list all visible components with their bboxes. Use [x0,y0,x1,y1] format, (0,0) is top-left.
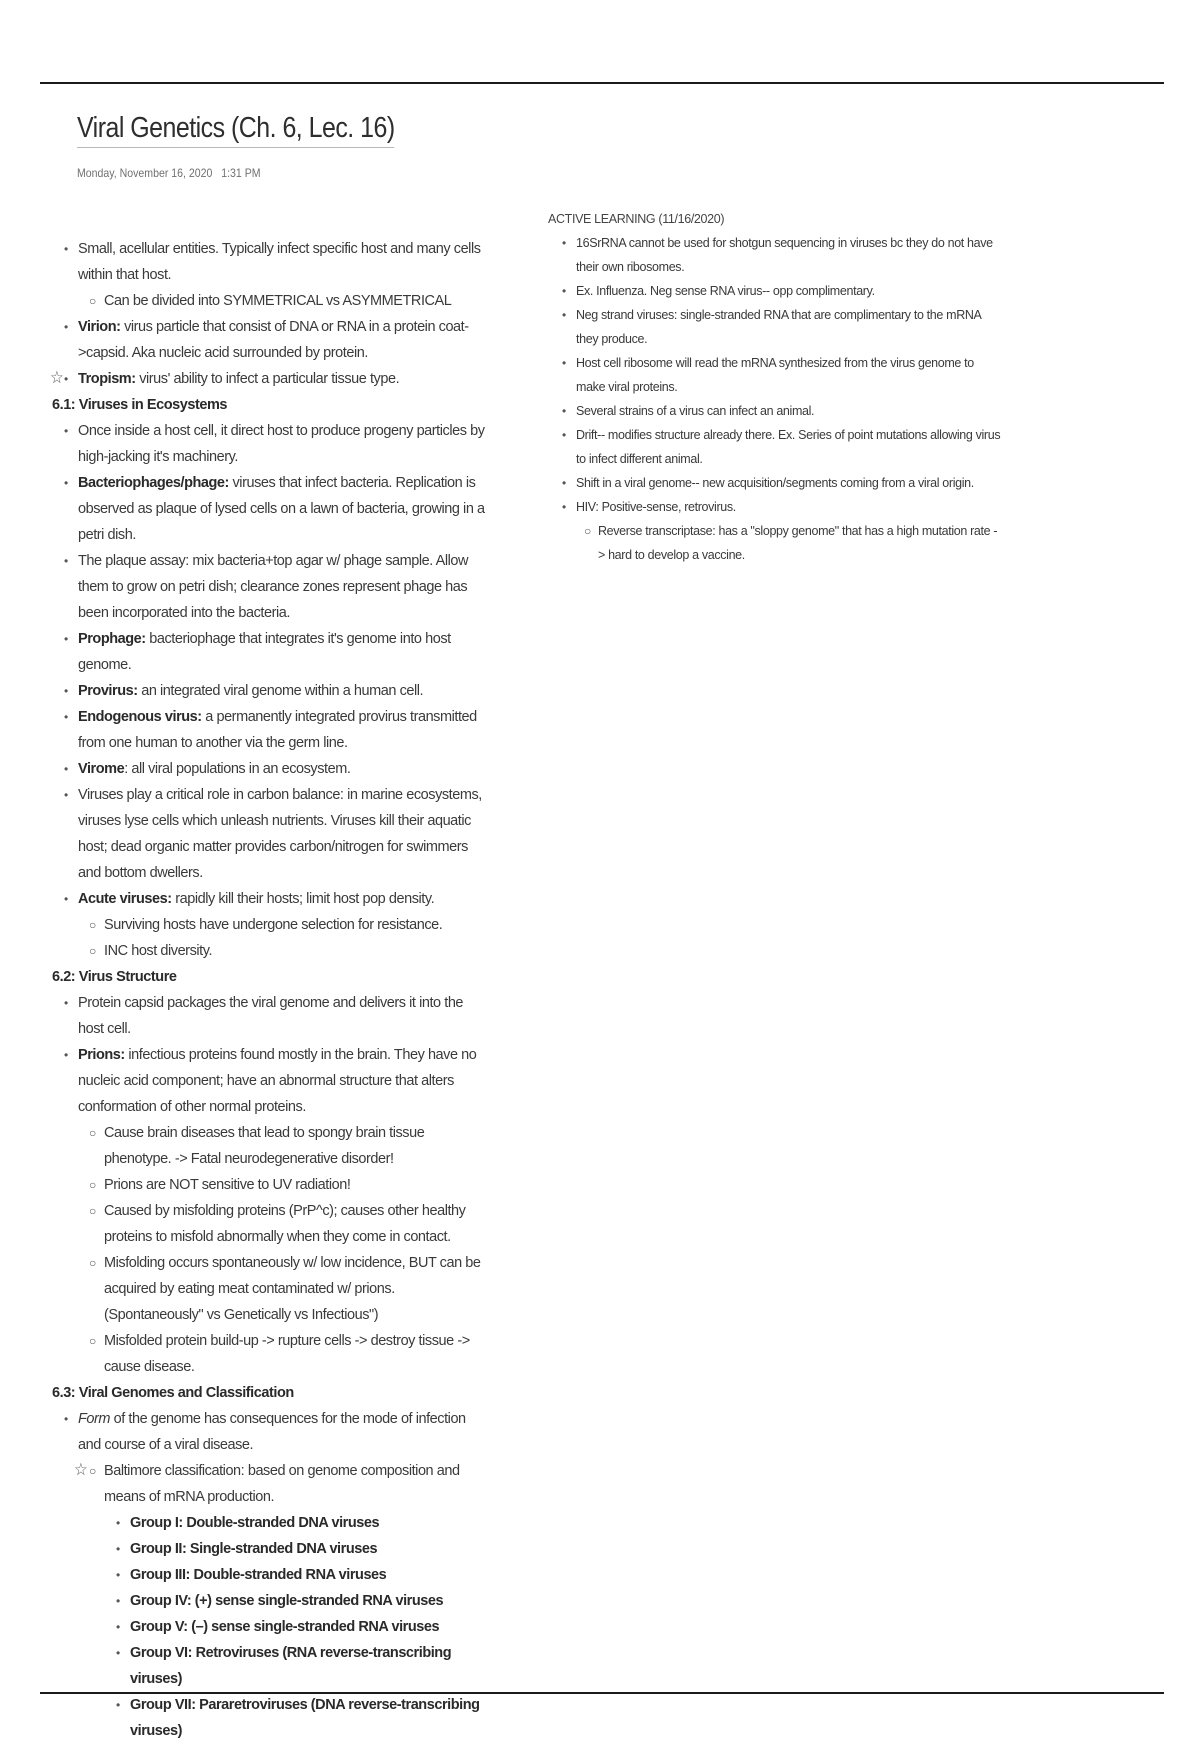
circle-bullet-icon: ○ [89,1256,96,1270]
list-item [548,279,1003,303]
bottom-divider [40,1692,1164,1694]
list-item [52,1562,492,1588]
circle-bullet-icon: ○ [89,1178,96,1192]
bullet-icon: • [64,762,68,776]
bullet-icon: • [64,684,68,698]
term-label: Acute viruses: [78,891,172,907]
list-item [52,1536,492,1562]
term-label: Prions: [78,1047,125,1063]
item-text: Caused by misfolding proteins (PrP^c); causes other healthy proteins to misfold abnormally when they come in contact. [104,1203,466,1245]
bullet-icon: • [64,1412,68,1426]
bullet-icon: • [116,1620,120,1634]
term-label: Prophage: [78,631,146,647]
bullet-icon: • [562,236,566,250]
bullet-icon: • [562,404,566,418]
bullet-icon: • [64,892,68,906]
list-item [52,756,492,782]
list-item [52,938,492,964]
item-text: : all viral populations in an ecosystem. [124,761,351,777]
bullet-icon: • [64,242,68,256]
bullet-icon: • [116,1568,120,1582]
circle-bullet-icon: ○ [89,918,96,932]
item-text: Protein capsid packages the viral genome and delivers it into the host cell. [78,995,464,1037]
list-item [52,1406,492,1458]
list-item [52,1588,492,1614]
list-item [52,1250,492,1328]
item-text: Host cell ribosome will read the mRNA synthesized from the virus genome to make viral proteins. [576,356,974,394]
list-item [548,495,1003,519]
item-text: of the genome has consequences for the mode of infection and course of a viral disease. [78,1411,466,1453]
term-label: Provirus: [78,683,138,699]
group-label: Group III: Double-stranded RNA viruses [130,1567,387,1583]
circle-bullet-icon: ○ [89,1204,96,1218]
item-text: Shift in a viral genome-- new acquisition/segments coming from a viral origin. [576,476,974,490]
list-item [52,1640,492,1692]
circle-bullet-icon: ○ [89,294,96,308]
star-icon: ☆ [50,368,64,387]
item-text: 16SrRNA cannot be used for shotgun sequencing in viruses bc they do not have their own ribosomes. [576,236,993,274]
bullet-icon: • [116,1516,120,1530]
list-item [52,990,492,1042]
item-text: bacteriophage that integrates it's genome into host genome. [78,631,451,673]
list-item [548,303,1003,351]
list-item [52,1328,492,1380]
item-text: virus particle that consist of DNA or RNA in a protein coat->capsid. Aka nucleic acid surrounded by protein. [78,319,469,361]
list-item [548,519,1003,567]
item-text: Baltimore classification: based on genome composition and means of mRNA production. [104,1463,460,1505]
list-item [52,626,492,678]
bullet-icon: • [116,1698,120,1712]
list-item [52,912,492,938]
item-text: viruses that infect bacteria. Replication is observed as plaque of lysed cells on a lawn of bacteria, growing in a petri dish. [78,475,485,543]
group-label: Group V: (–) sense single-stranded RNA viruses [130,1619,440,1635]
bullet-icon: • [562,428,566,442]
list-item [52,418,492,470]
bullet-icon: • [64,788,68,802]
group-label: Group IV: (+) sense single-stranded RNA viruses [130,1593,444,1609]
bullet-icon: • [64,632,68,646]
list-item [52,1614,492,1640]
list-item [52,704,492,756]
item-text: Misfolding occurs spontaneously w/ low incidence, BUT can be acquired by eating meat contaminated w/ prions. (Spontaneously" vs Genetically vs Infectious") [104,1255,481,1323]
item-text: Reverse transcriptase: has a "sloppy genome" that has a high mutation rate -> hard to develop a vaccine. [598,524,998,562]
list-item [52,288,492,314]
term-label: Bacteriophages/phage: [78,475,229,491]
item-text: rapidly kill their hosts; limit host pop density. [175,891,435,907]
item-text: Prions are NOT sensitive to UV radiation! [104,1177,351,1193]
active-learning-title: ACTIVE LEARNING (11/16/2020) [548,212,725,226]
bullet-icon: • [562,476,566,490]
list-item [52,886,492,912]
item-text: Several strains of a virus can infect an animal. [576,404,815,418]
bullet-icon: • [64,476,68,490]
list-item [52,782,492,886]
item-text: Small, acellular entities. Typically infect specific host and many cells within that host. [78,241,481,283]
item-text: a permanently integrated provirus transmitted from one human to another via the germ line. [78,709,477,751]
circle-bullet-icon: ○ [89,1334,96,1348]
section-heading: 6.1: Viruses in Ecosystems [52,397,228,413]
notes-right-column [548,207,1003,567]
bullet-icon: • [116,1594,120,1608]
term-label: Endogenous virus: [78,709,202,725]
term-label: Virome [78,761,125,777]
item-text: Neg strand viruses: single-stranded RNA that are complimentary to the mRNA they produce. [576,308,981,346]
term-label: Virion: [78,319,121,335]
item-text: The plaque assay: mix bacteria+top agar w/ phage sample. Allow them to grow on petri dish; clearance zones represent phage has been incorporated into the bacteria. [78,553,469,621]
item-text: an integrated viral genome within a human cell. [141,683,424,699]
bullet-icon: • [64,1048,68,1062]
item-text: Cause brain diseases that lead to spongy brain tissue phenotype. -> Fatal neurodegenerative disorder! [104,1125,425,1167]
note-date: Monday, November 16, 2020 [77,166,213,180]
item-text: Drift-- modifies structure already there. Ex. Series of point mutations allowing virus to infect different animal. [576,428,1001,466]
bullet-icon: • [116,1646,120,1660]
page-title: Viral Genetics (Ch. 6, Lec. 16) [77,112,395,148]
active-learning-list [548,231,1003,567]
list-item [548,351,1003,399]
bullet-icon: • [64,996,68,1010]
list-item [52,314,492,366]
item-text: HIV: Positive-sense, retrovirus. [576,500,736,514]
circle-bullet-icon: ○ [89,1464,96,1478]
item-text: virus' ability to infect a particular tissue type. [139,371,400,387]
list-item [548,423,1003,471]
bullet-icon: • [64,424,68,438]
list-item [548,231,1003,279]
group-label: Group VI: Retroviruses (RNA reverse-transcribing viruses) [130,1645,452,1687]
item-text: infectious proteins found mostly in the brain. They have no nucleic acid component; have an abnormal structure that alters conformation of other normal proteins. [78,1047,477,1115]
list-item [52,548,492,626]
term-label: Tropism: [78,371,136,387]
list-item [52,1120,492,1172]
star-icon: ☆ [74,1460,88,1479]
item-text: Once inside a host cell, it direct host to produce progeny particles by high-jacking it's machinery. [78,423,485,465]
bullet-icon: • [64,372,68,386]
note-time: 1:31 PM [221,166,261,180]
bullet-icon: • [562,284,566,298]
item-text: Ex. Influenza. Neg sense RNA virus-- opp complimentary. [576,284,875,298]
list-item [52,1042,492,1120]
list-item [52,1510,492,1536]
emphasis-text: Form [78,1411,111,1427]
bullet-icon: • [116,1542,120,1556]
bullet-icon: • [562,500,566,514]
list-item [548,399,1003,423]
list-item [52,1172,492,1198]
list-item [52,470,492,548]
item-text: INC host diversity. [104,943,213,959]
circle-bullet-icon: ○ [584,524,591,538]
item-text: Viruses play a critical role in carbon balance: in marine ecosystems, viruses lyse cells which unleash nutrients. Viruses kill their aquatic host; dead organic matter provides carbon/nitrogen for swimmers and bottom dwellers. [78,787,482,881]
item-text: Misfolded protein build-up -> rupture cells -> destroy tissue -> cause disease. [104,1333,470,1375]
list-item [548,471,1003,495]
group-label: Group II: Single-stranded DNA viruses [130,1541,378,1557]
bullet-icon: • [64,554,68,568]
list-item [52,236,492,288]
item-text: Can be divided into SYMMETRICAL vs ASYMMETRICAL [104,293,452,309]
section-heading: 6.2: Virus Structure [52,969,177,985]
bullet-icon: • [562,356,566,370]
list-item [52,1198,492,1250]
list-item [52,678,492,704]
group-label: Group I: Double-stranded DNA viruses [130,1515,380,1531]
circle-bullet-icon: ○ [89,1126,96,1140]
bullet-icon: • [64,320,68,334]
group-label: Group VII: Pararetroviruses (DNA reverse-transcribing viruses) [130,1697,480,1739]
top-divider [40,82,1164,84]
list-item [52,1458,492,1510]
circle-bullet-icon: ○ [89,944,96,958]
item-text: Surviving hosts have undergone selection for resistance. [104,917,443,933]
list-item [52,366,492,392]
bullet-icon: • [64,710,68,724]
notes-left-column [52,236,492,1744]
bullet-icon: • [562,308,566,322]
note-timestamp [77,166,261,180]
section-heading: 6.3: Viral Genomes and Classification [52,1385,294,1401]
